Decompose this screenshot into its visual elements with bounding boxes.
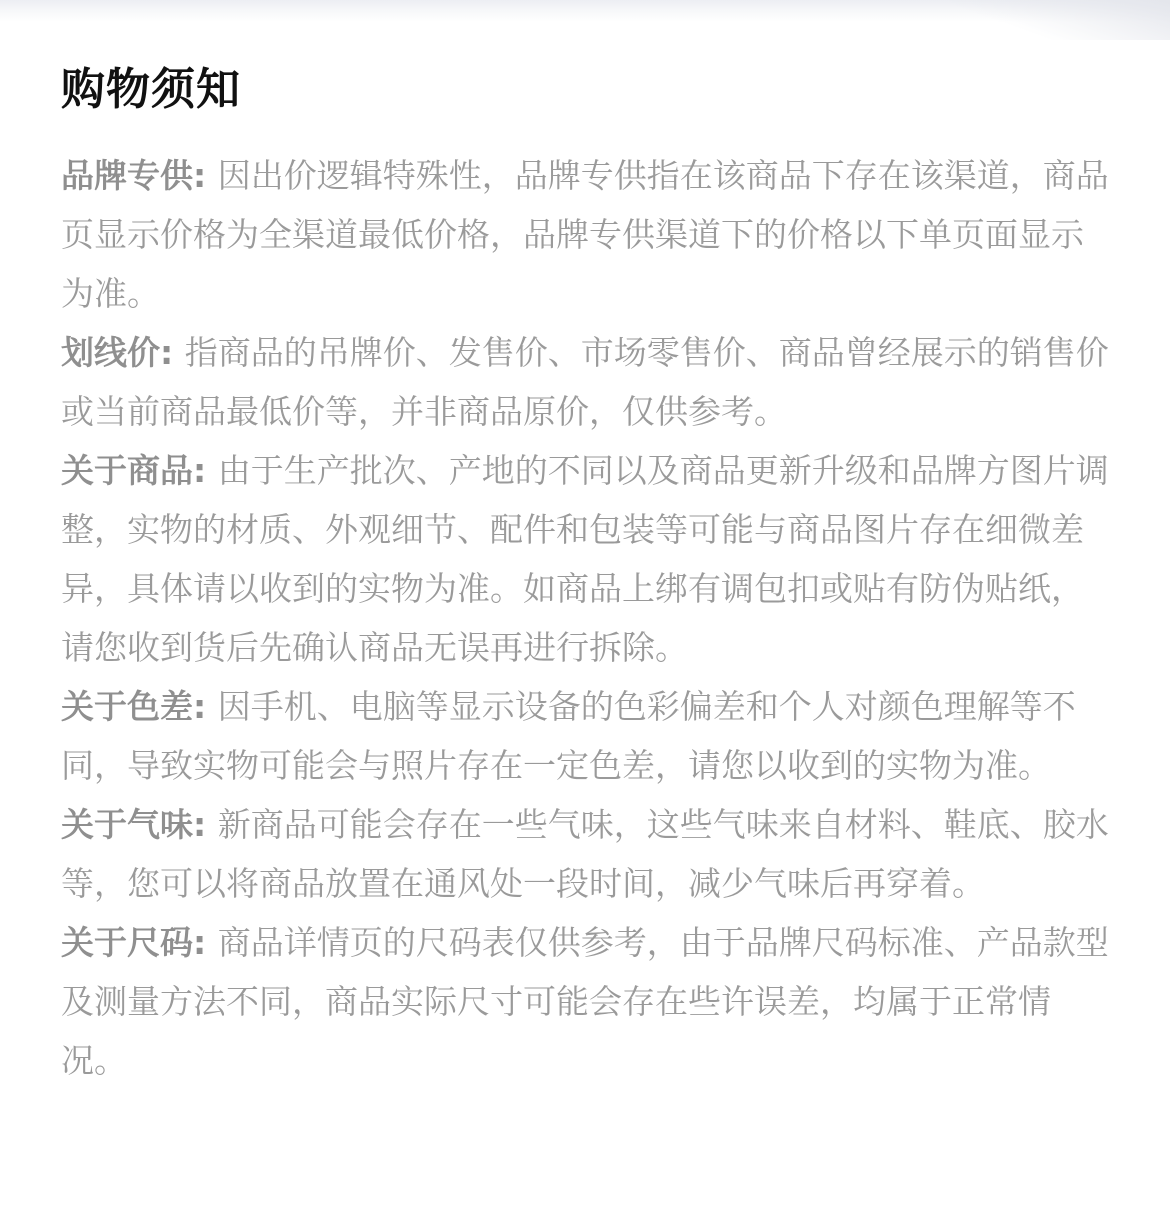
- note-label: 划线价: [61, 333, 160, 372]
- note-label: 品牌专供: [61, 156, 193, 195]
- shopping-notice-panel: [61, 58, 1111, 1090]
- note-about-odor: 关于气味: 新商品可能会存在一些气味，这些气味来自材料、鞋底、胶水等，您可以将商品放置在通风处一段时间，减少气味后再穿着。: [61, 805, 1109, 903]
- note-about-color-difference: 关于色差: 因手机、电脑等显示设备的色彩偏差和个人对颜色理解等不同，导致实物可能会与照片存在一定色差，请您以收到的实物为准。: [61, 687, 1076, 785]
- note-label: 关于商品: [61, 451, 193, 490]
- note-text: 由于生产批次、产地的不同以及商品更新升级和品牌方图片调整，实物的材质、外观细节、配件和包装等可能与商品图片存在细微差异，具体请以收到的实物为准。如商品上绑有调包扣或贴有防伪贴纸，请您收到货后先确认商品无误再进行拆除。: [61, 451, 1109, 667]
- note-brand-exclusive: 品牌专供: 因出价逻辑特殊性，品牌专供指在该商品下存在该渠道，商品页显示价格为全渠道最低价格，品牌专供渠道下的价格以下单页面显示为准。: [61, 156, 1109, 313]
- notice-list: [61, 146, 1111, 1090]
- note-text: 商品详情页的尺码表仅供参考，由于品牌尺码标准、产品款型及测量方法不同，商品实际尺寸可能会存在些许误差，均属于正常情况。: [61, 923, 1109, 1080]
- note-strikethrough-price: 划线价: 指商品的吊牌价、发售价、市场零售价、商品曾经展示的销售价或当前商品最低价等，并非商品原价，仅供参考。: [61, 333, 1109, 431]
- note-about-size: 关于尺码: 商品详情页的尺码表仅供参考，由于品牌尺码标准、产品款型及测量方法不同，商品实际尺寸可能会存在些许误差，均属于正常情况。: [61, 923, 1109, 1080]
- top-edge-shadow: [0, 0, 1170, 22]
- note-about-product: 关于商品: 由于生产批次、产地的不同以及商品更新升级和品牌方图片调整，实物的材质、外观细节、配件和包装等可能与商品图片存在细微差异，具体请以收到的实物为准。如商品上绑有调包扣或贴有防伪贴纸，请您收到货后先确认商品无误再进行拆除。: [61, 451, 1109, 667]
- note-label: 关于尺码: [61, 923, 193, 962]
- note-label: 关于色差: [61, 687, 193, 726]
- page-title: 购物须知: [61, 64, 241, 115]
- note-text: 因出价逻辑特殊性，品牌专供指在该商品下存在该渠道，商品页显示价格为全渠道最低价格，品牌专供渠道下的价格以下单页面显示为准。: [61, 156, 1109, 313]
- note-label: 关于气味: [61, 805, 193, 844]
- note-text: 因手机、电脑等显示设备的色彩偏差和个人对颜色理解等不同，导致实物可能会与照片存在一定色差，请您以收到的实物为准。: [61, 687, 1076, 785]
- note-text: 指商品的吊牌价、发售价、市场零售价、商品曾经展示的销售价或当前商品最低价等，并非商品原价，仅供参考。: [61, 333, 1109, 431]
- note-text: 新商品可能会存在一些气味，这些气味来自材料、鞋底、胶水等，您可以将商品放置在通风处一段时间，减少气味后再穿着。: [61, 805, 1109, 903]
